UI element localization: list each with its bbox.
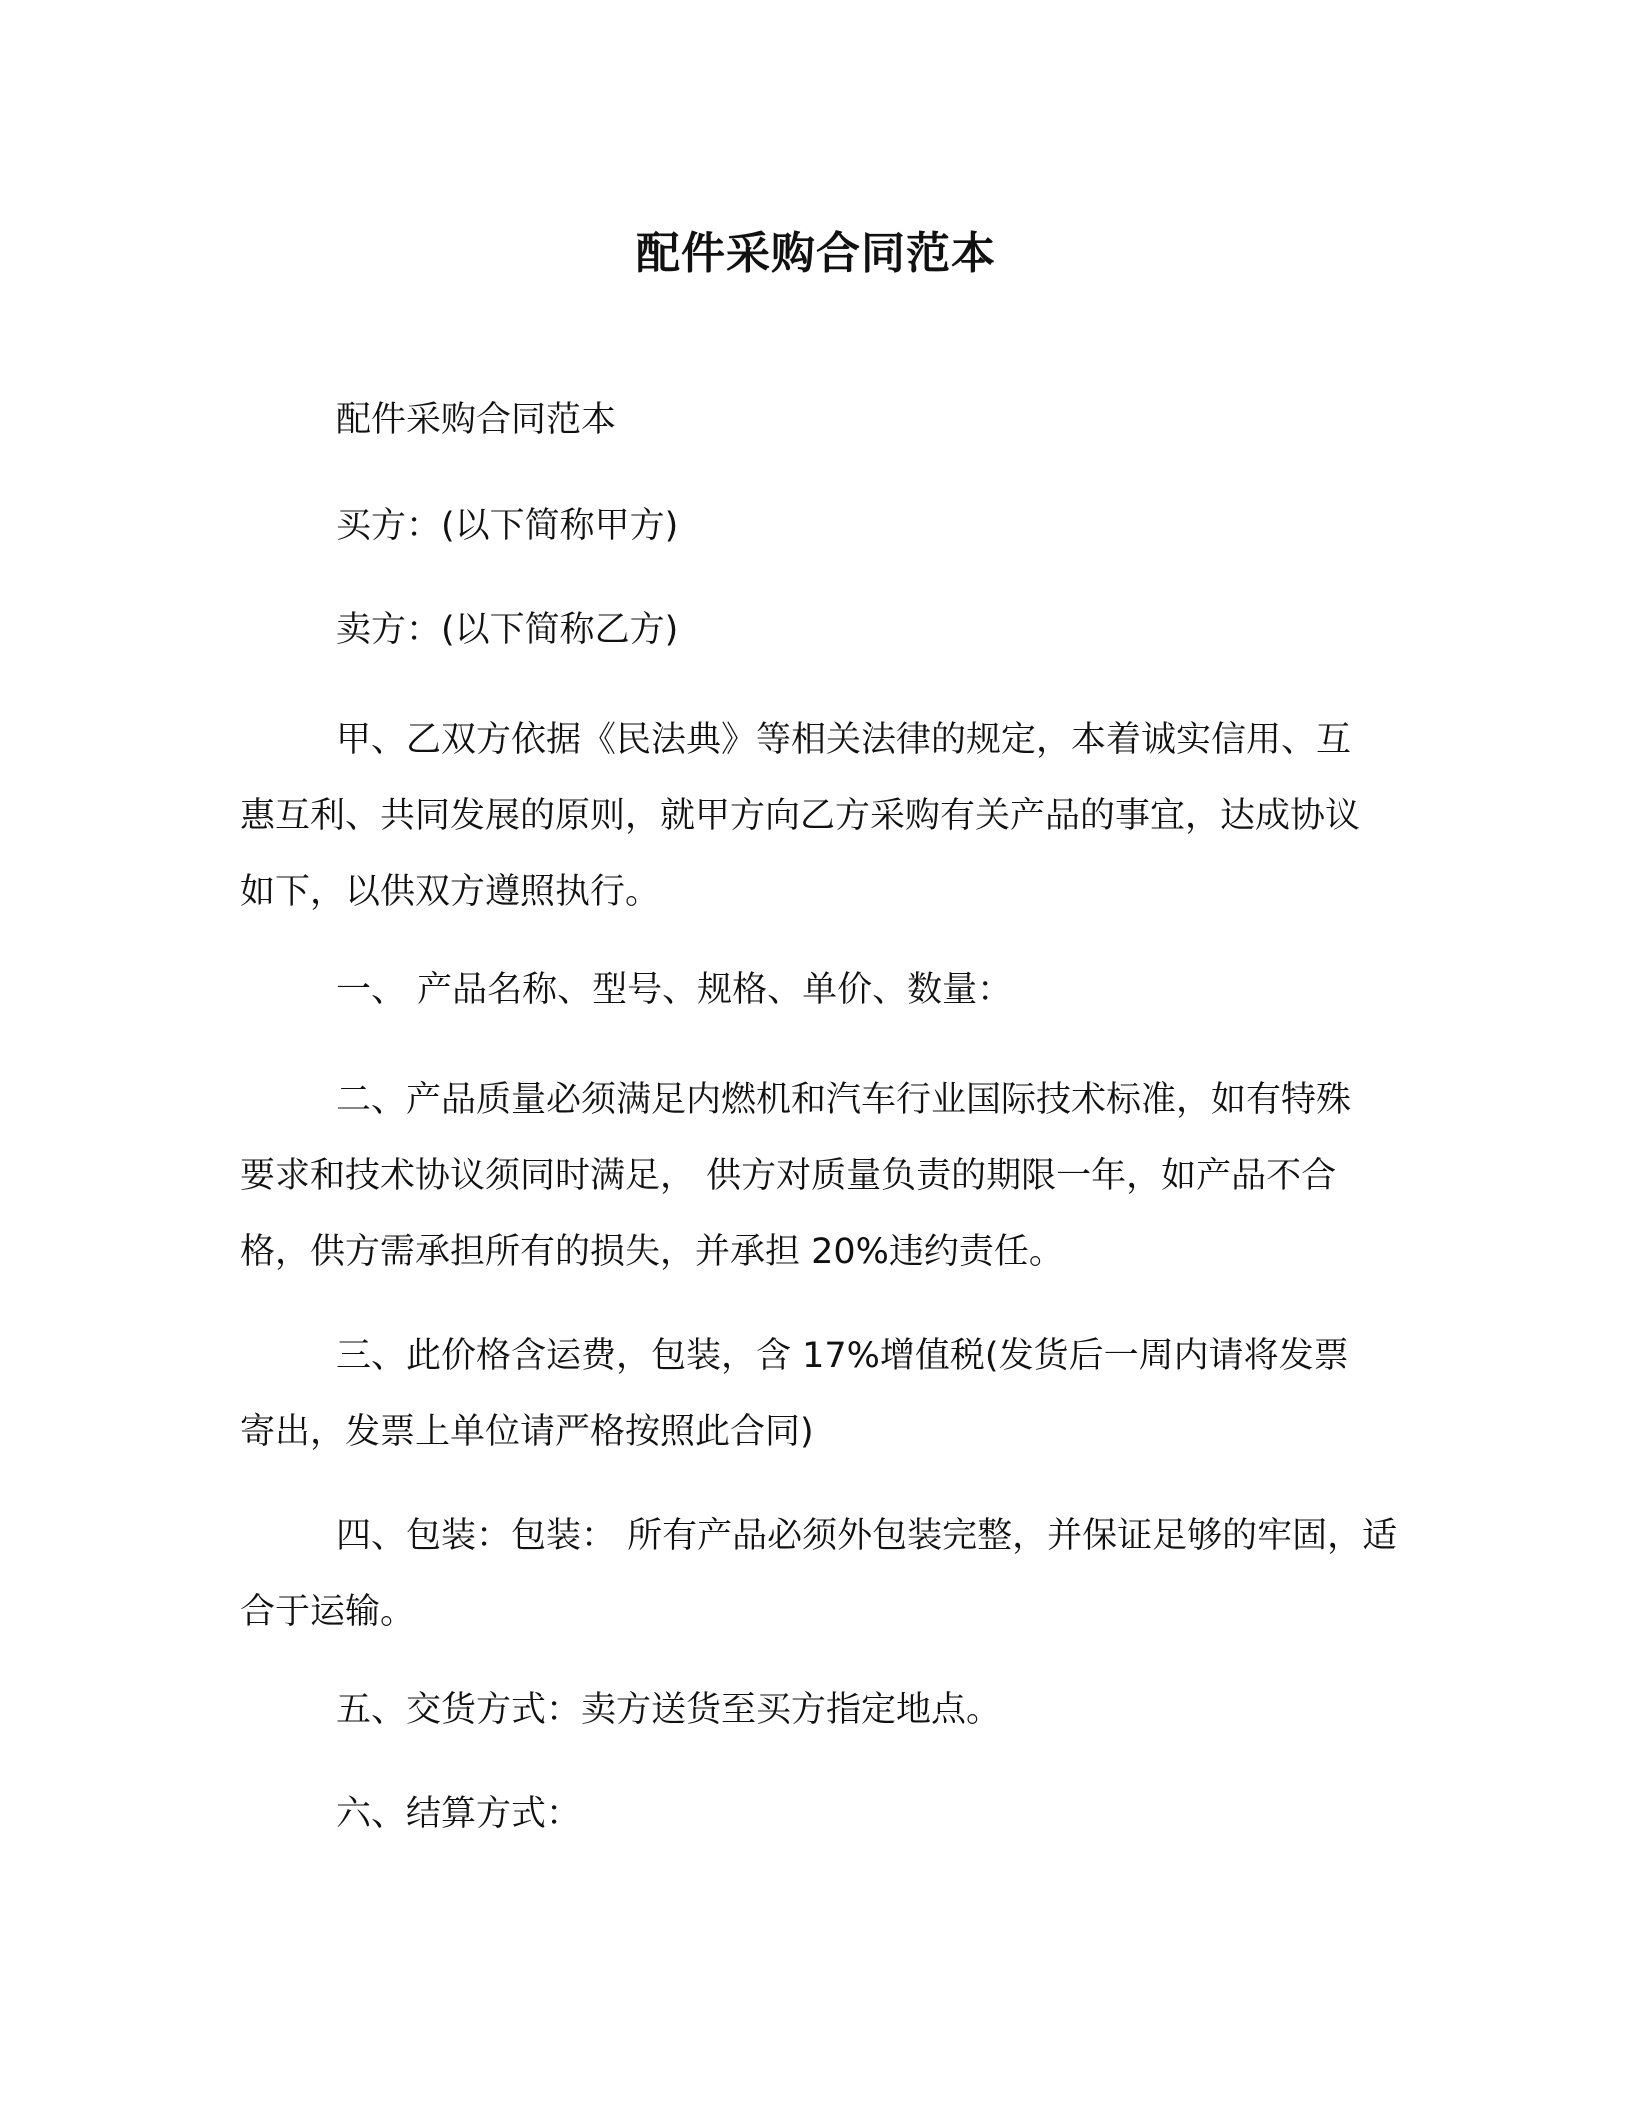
clause-1: 一、 产品名称、型号、规格、单价、数量：	[336, 970, 1013, 1010]
paragraph-heading: 配件采购合同范本	[336, 400, 617, 440]
paragraph-buyer: 买方：(以下简称甲方)	[336, 506, 679, 546]
clause-5: 五、交货方式：卖方送货至买方指定地点。	[336, 1690, 1002, 1730]
paragraph-seller: 卖方：(以下简称乙方)	[336, 610, 679, 650]
paragraph-intro: 甲、乙双方依据《民法典》等相关法律的规定，本着诚实信用、互惠互利、共同发展的原则，就甲方向乙方采购有关产品的事宜，达成协议如下，以供双方遵照执行。	[240, 720, 1361, 912]
clause-6: 六、结算方式：	[336, 1794, 582, 1834]
document-title: 配件采购合同范本	[636, 228, 996, 279]
clause-4: 四、包装：包装： 所有产品必须外包装完整，并保证足够的牢固，适合于运输。	[240, 1516, 1398, 1632]
clause-2: 二、产品质量必须满足内燃机和汽车行业国际技术标准，如有特殊要求和技术协议须同时满足， 供方对质量负责的期限一年，如产品不合格，供方需承担所有的损失，并承担 20%违约责任。	[240, 1080, 1352, 1272]
clause-3: 三、此价格含运费，包装，含 17%增值税(发货后一周内请将发票寄出，发票上单位请严格按照此合同)	[240, 1336, 1349, 1452]
